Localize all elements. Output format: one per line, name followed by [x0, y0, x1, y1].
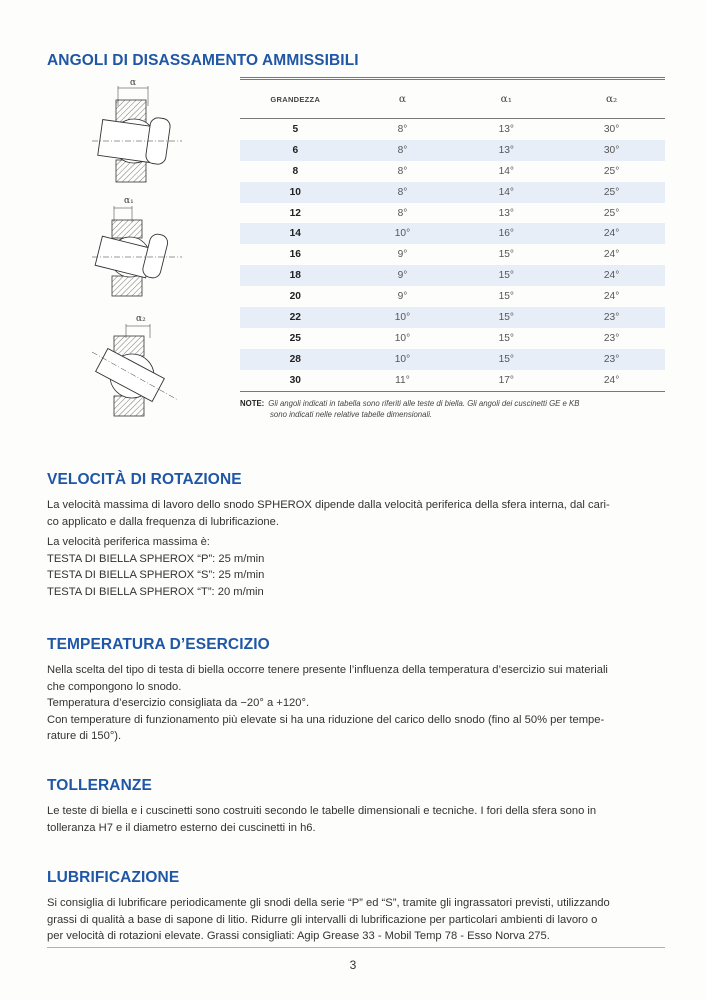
velocita-p2: La velocità periferica massima è: [47, 536, 210, 548]
cell-alpha: 8° [351, 182, 455, 203]
table-top-rule [240, 77, 665, 78]
cell-grandezza: 20 [289, 291, 301, 303]
tolleranze-body [47, 803, 667, 836]
cell-alpha: 9° [397, 291, 408, 303]
velocita-p5: TESTA DI BIELLA SPHEROX “T”: 20 m/min [47, 585, 264, 598]
cell-alpha1: 15° [498, 249, 514, 261]
velocita-p1-line2: co applicato e dalla frequenza di lubrificazione. [47, 515, 279, 528]
cell-alpha1: 17° [454, 370, 558, 391]
section-title-angoli: ANGOLI DI DISASSAMENTO AMMISSIBILI [47, 52, 359, 69]
cell-alpha1: 13° [498, 123, 514, 135]
cell-alpha: 8° [397, 165, 408, 177]
cell-grandezza: 22 [240, 307, 351, 328]
header-grandezza: GRANDEZZA [240, 80, 351, 119]
cell-alpha1: 15° [498, 291, 514, 303]
cell-alpha1: 15° [454, 349, 558, 370]
table-note [240, 398, 668, 420]
cell-alpha1: 13° [454, 140, 558, 161]
cell-alpha1: 14° [498, 165, 514, 177]
table-row [240, 140, 665, 161]
note-label: NOTE: [240, 399, 265, 408]
velocita-p4: TESTA DI BIELLA SPHEROX “S”: 25 m/min [47, 569, 265, 581]
lubrificazione-body [47, 895, 667, 945]
cell-alpha: 9° [397, 249, 408, 261]
cell-grandezza: 8 [292, 165, 299, 177]
cell-alpha2: 24° [558, 223, 665, 244]
cell-grandezza: 14 [240, 223, 351, 244]
note-line-2: sono indicati nelle relative tabelle dimensionali. [270, 410, 433, 419]
alpha2-label: α₂ [136, 314, 146, 324]
table-row [240, 161, 665, 182]
cell-alpha: 9° [351, 265, 455, 286]
table-row [240, 244, 665, 265]
alpha1-label: α₁ [124, 196, 134, 206]
cell-grandezza: 18 [240, 265, 351, 286]
lubrificazione-p1-line3: per velocità di rotazioni elevate. Grassi consigliati: Agip Grease 33 - Mobil Temp 78 - Esso Norva 275. [47, 930, 550, 942]
table-row [240, 370, 665, 391]
header-alpha1: α₁ [454, 80, 558, 119]
cell-alpha1: 14° [454, 182, 558, 203]
cell-alpha: 8° [397, 123, 408, 135]
tolleranze-p1-line2: tolleranza H7 e il diametro esterno dei cuscinetti in h6. [47, 821, 316, 834]
cell-alpha2: 25° [558, 182, 665, 203]
note-line-1: Gli angoli indicati in tabella sono riferiti alle teste di biella. Gli angoli dei cuscinetti GE e KB [268, 399, 580, 408]
cell-grandezza: 30 [240, 370, 351, 391]
velocita-body [47, 497, 667, 600]
cell-alpha1: 16° [454, 223, 558, 244]
table-row [240, 223, 665, 244]
table-row [240, 203, 665, 224]
diagram-alpha1 [92, 194, 182, 304]
table-row [240, 182, 665, 203]
velocita-p3: TESTA DI BIELLA SPHEROX “P”: 25 m/min [47, 552, 265, 565]
header-alpha: α [351, 80, 455, 119]
temperatura-body [47, 662, 667, 745]
cell-alpha: 10° [394, 332, 411, 344]
cell-alpha2: 25° [603, 165, 620, 177]
tolleranze-p1-line1: Le teste di biella e i cuscinetti sono costruiti secondo le tabelle dimensionali e tecniche. I fori della sfera sono in [47, 805, 597, 817]
cell-alpha: 11° [351, 370, 455, 391]
diagram-alpha [92, 76, 182, 191]
cell-alpha1: 15° [498, 332, 514, 344]
table-row [240, 328, 665, 349]
temperatura-p1-line2: che compongono lo snodo. [47, 680, 182, 693]
angles-table [240, 79, 665, 392]
table-row [240, 286, 665, 307]
cell-alpha2: 24° [558, 265, 665, 286]
table-row [240, 349, 665, 370]
cell-grandezza: 6 [240, 140, 351, 161]
cell-alpha2: 30° [558, 140, 665, 161]
section-title-tolleranze: TOLLERANZE [47, 777, 152, 794]
cell-alpha1: 13° [498, 207, 514, 219]
cell-grandezza: 5 [292, 123, 299, 135]
lubrificazione-p1-line1: Si consiglia di lubrificare periodicamente gli snodi della serie “P” ed “S”, tramite gli ingrassatori previsti, utilizzando [47, 897, 610, 909]
table-row [240, 265, 665, 286]
alpha-label: α [130, 78, 137, 88]
cell-alpha: 10° [351, 307, 455, 328]
temperatura-p2: Temperatura d’esercizio consigliata da −20° a +120°. [47, 697, 310, 709]
cell-alpha: 10° [351, 223, 455, 244]
cell-alpha2: 23° [558, 349, 665, 370]
table-row [240, 119, 665, 140]
cell-alpha1: 15° [454, 265, 558, 286]
table-header-row [240, 80, 665, 119]
table-row [240, 307, 665, 328]
temperatura-p3-line1: Con temperature di funzionamento più elevate si ha una riduzione del carico dello snodo (fino al 50% per tempe- [47, 713, 605, 726]
section-title-velocita: VELOCITÀ DI ROTAZIONE [47, 471, 242, 488]
cell-alpha2: 24° [603, 291, 620, 303]
section-title-temperatura: TEMPERATURA D’ESERCIZIO [47, 636, 270, 653]
cell-alpha2: 30° [603, 123, 620, 135]
cell-grandezza: 10 [240, 182, 351, 203]
lubrificazione-p1-line2: grassi di qualità a base di sapone di litio. Ridurre gli intervalli di lubrificazione per particolari ambienti di lavoro o [47, 913, 598, 926]
header-alpha2: α₂ [558, 80, 665, 119]
section-title-lubrificazione: LUBRIFICAZIONE [47, 869, 180, 886]
cell-alpha2: 23° [558, 307, 665, 328]
cell-alpha2: 24° [558, 370, 665, 391]
cell-alpha: 8° [351, 140, 455, 161]
footer-rule [47, 947, 665, 948]
velocita-p1-line1: La velocità massima di lavoro dello snodo SPHEROX dipende dalla velocità periferica della sfera interna, dal cari- [47, 499, 610, 511]
cell-grandezza: 28 [240, 349, 351, 370]
cell-alpha2: 24° [603, 249, 620, 261]
cell-alpha: 8° [397, 207, 408, 219]
diagram-alpha2 [92, 312, 182, 422]
temperatura-p3-line2: rature di 150°). [47, 730, 122, 742]
cell-alpha2: 23° [603, 332, 620, 344]
cell-alpha2: 25° [603, 207, 620, 219]
cell-grandezza: 12 [289, 207, 301, 219]
page-number: 3 [349, 958, 357, 972]
cell-alpha: 10° [351, 349, 455, 370]
cell-grandezza: 25 [289, 332, 301, 344]
temperatura-p1-line1: Nella scelta del tipo di testa di biella occorre tenere presente l’influenza della temperatura d’esercizio sui materiali [47, 664, 608, 676]
cell-grandezza: 16 [289, 249, 301, 261]
cell-alpha1: 15° [454, 307, 558, 328]
